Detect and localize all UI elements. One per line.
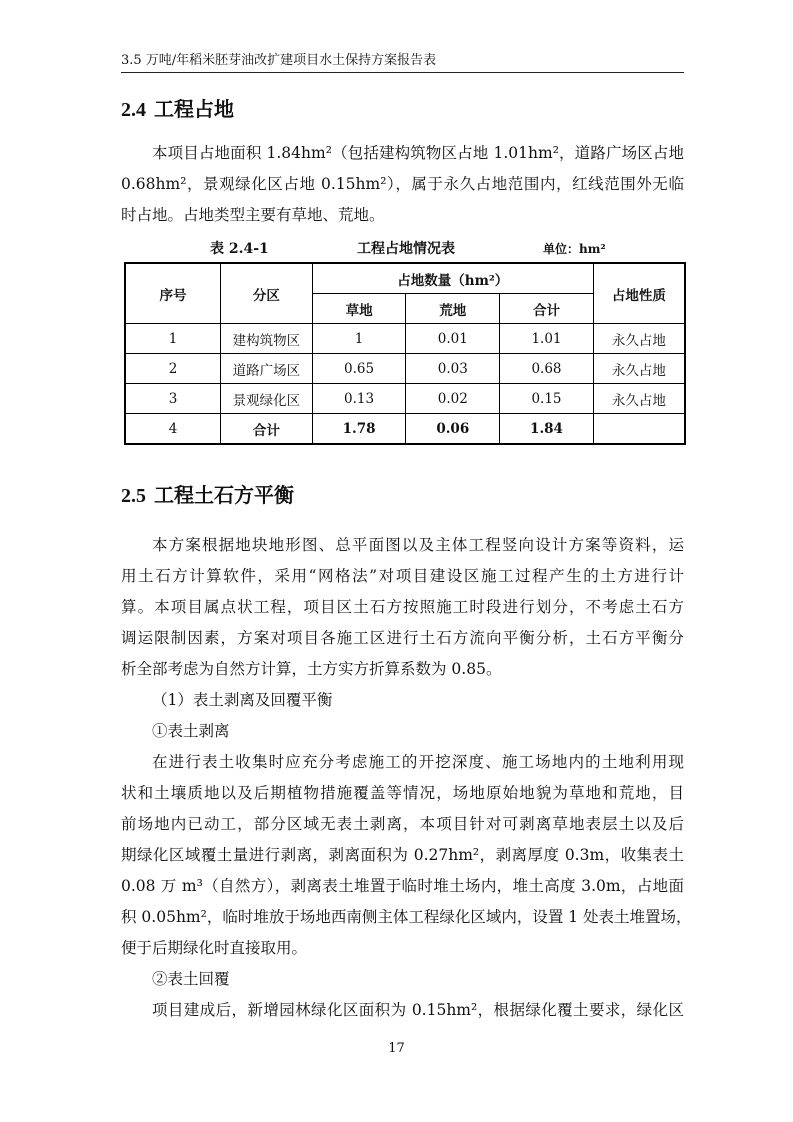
paragraph-line: 状和土壤质地以及后期植物措施覆盖等情况，场地原始地貌为草地和荒地，目 [121,784,684,802]
cell-seq: 4 [125,414,221,445]
section-heading-2-4 [121,96,234,123]
cell-nature: 永久占地 [593,384,685,414]
cell-grass: 1 [312,324,406,354]
paragraph-line: 析全部考虑为自然方计算，土方实方折算系数为 0.85。 [121,660,502,678]
paragraph-line: 期绿化区域覆土量进行剥离，剥离面积为 0.27hm²，剥离厚度 0.3m，收集表土 [121,846,684,864]
cell-nature [593,414,685,445]
cell-zone: 合计 [221,414,313,445]
paragraph-line: 积 0.05hm²，临时堆放于场地西南侧主体工程绿化区域内，设置 1 处表土堆置场， [121,908,692,926]
table-title: 工程占地情况表 [357,241,455,257]
cell-total: 0.68 [500,354,594,384]
section-title: 工程土石方平衡 [154,483,294,507]
running-header: 3.5 万吨/年稻米胚芽油改扩建项目水土保持方案报告表 [121,53,437,68]
cell-grass: 1.78 [312,414,406,445]
cell-waste: 0.03 [406,354,500,384]
cell-total: 0.15 [500,384,594,414]
paragraph-line: 前场地内已动工，部分区域无表土剥离，本项目针对可剥离草地表层土以及后 [121,815,684,833]
table-row [125,354,685,384]
section-number: 2.5 [121,485,146,507]
cell-total: 1.84 [500,414,594,445]
table-unit: 单位：hm² [543,242,606,256]
cell-seq: 3 [125,384,221,414]
cell-zone: 建构筑物区 [221,324,313,354]
subheading: ②表土回覆 [152,970,230,988]
paragraph-line: 本方案根据地块地形图、总平面图以及主体工程竖向设计方案等资料，运 [152,536,684,554]
paragraph-line: 时占地。占地类型主要有草地、荒地。 [121,206,385,224]
header-zone: 分区 [221,263,313,324]
cell-waste: 0.01 [406,324,500,354]
header-area-group: 占地数量（hm²） [312,263,593,294]
paragraph-line: 在进行表土收集时应充分考虑施工的开挖深度、施工场地内的土地利用现 [152,753,684,771]
header-seq: 序号 [125,263,221,324]
cell-grass: 0.13 [312,384,406,414]
table-number: 表 2.4-1 [210,241,269,257]
paragraph-line: 用土石方计算软件，采用“网格法”对项目建设区施工过程产生的土方进行计 [121,567,684,585]
cell-grass: 0.65 [312,354,406,384]
header-grass: 草地 [312,294,406,324]
section-heading-2-5 [121,482,294,509]
paragraph-line: 便于后期绿化时直接取用。 [121,939,308,957]
section-number: 2.4 [121,99,146,121]
page-number: 17 [388,1041,405,1056]
paragraph-line: 本项目占地面积 1.84hm²（包括建构筑物区占地 1.01hm²，道路广场区占地 [152,144,684,162]
header-waste: 荒地 [406,294,500,324]
cell-zone: 景观绿化区 [221,384,313,414]
cell-zone: 道路广场区 [221,354,313,384]
cell-seq: 2 [125,354,221,384]
cell-seq: 1 [125,324,221,354]
cell-waste: 0.02 [406,384,500,414]
paragraph-line: 0.08 万 m³（自然方），剥离表土堆置于临时堆土场内，堆土高度 3.0m，占地面 [121,877,684,895]
cell-waste: 0.06 [406,414,500,445]
subheading: （1）表土剥离及回覆平衡 [152,691,333,709]
section-title: 工程占地 [154,97,234,121]
cell-total: 1.01 [500,324,594,354]
table-row [125,384,685,414]
cell-nature: 永久占地 [593,324,685,354]
paragraph-line: 项目建成后，新增园林绿化区面积为 0.15hm²，根据绿化覆土要求，绿化区 [152,1001,684,1019]
paragraph-line: 0.68hm²，景观绿化区占地 0.15hm²），属于永久占地范围内，红线范围外无临 [121,175,684,193]
header-nature: 占地性质 [593,263,685,324]
header-total: 合计 [500,294,594,324]
table-row [125,324,685,354]
paragraph-line: 调运限制因素，方案对项目各施工区进行土石方流向平衡分析，土石方平衡分 [121,629,684,647]
land-occupation-table [124,262,686,445]
paragraph-line: 算。本项目属点状工程，项目区土石方按照施工时段进行划分，不考虑土石方 [121,598,684,616]
subheading: ①表土剥离 [152,722,230,740]
header-divider [121,72,684,73]
table-row-total [125,414,685,445]
cell-nature: 永久占地 [593,354,685,384]
